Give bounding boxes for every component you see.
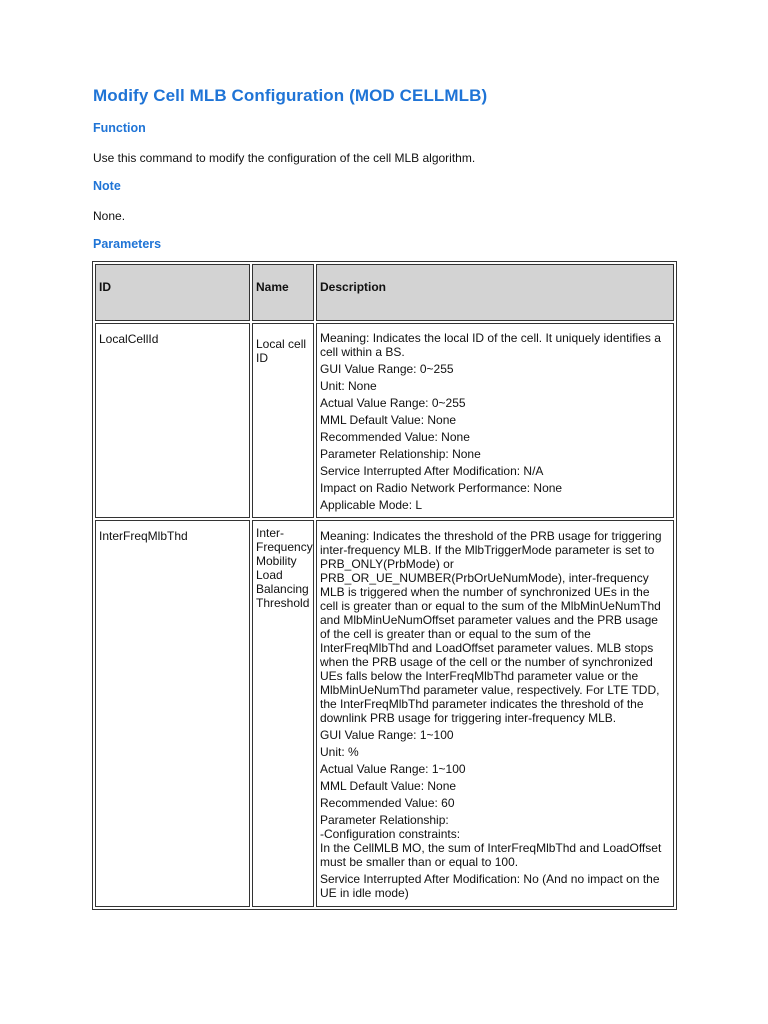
header-name: Name <box>252 264 314 321</box>
row-description-cell <box>316 323 674 518</box>
description-line: -Configuration constraints: <box>320 827 461 841</box>
description-line: Parameter Relationship: None <box>320 447 481 461</box>
header-description: Description <box>316 264 674 321</box>
description-line: MML Default Value: None <box>320 413 457 427</box>
row-name-cell: Local cell ID <box>252 323 314 518</box>
description-line: MML Default Value: None <box>320 779 457 793</box>
table-header-row <box>95 264 674 321</box>
table-row <box>95 323 674 518</box>
page-title: Modify Cell MLB Configuration (MOD CELLMLB) <box>93 86 488 105</box>
parameters-table <box>92 261 677 910</box>
description-line: Applicable Mode: L <box>320 498 423 512</box>
row-name-cell: Inter-Frequency Mobility Load Balancing Threshold <box>252 520 314 907</box>
row-description-cell <box>316 520 674 907</box>
header-id: ID <box>95 264 250 321</box>
description-line: Unit: None <box>320 379 377 393</box>
description-line: GUI Value Range: 0~255 <box>320 362 454 376</box>
description-line: Service Interrupted After Modification: No (And no impact on the UE in idle mode) <box>320 872 660 900</box>
description-line: Service Interrupted After Modification: N/A <box>320 464 544 478</box>
description-line: Meaning: Indicates the threshold of the PRB usage for triggering inter-frequency MLB. If the MlbTriggerMode parameter is set to PRB_ONLY(PrbMode) or PRB_OR_UE_NUMBER(PrbOrUeNumMode), inter-frequency MLB is triggered when the number of synchronized UEs in the cell is greater than or equal to the sum of the MlbMinUeNumThd and MlbMinUeNumOffset parameter values and the PRB usage of the cell is greater than or equal to the sum of the InterFreqMlbThd and LoadOffset parameter values. MLB stops when the PRB usage of the cell or the number of synchronized UEs falls below the InterFreqMlbThd parameter value or the MlbMinUeNumThd parameter value, respectively. For LTE TDD, the InterFreqMlbThd parameter indicates the threshold of the downlink PRB usage for triggering inter-frequency MLB. <box>320 529 662 725</box>
table-row <box>95 520 674 907</box>
parameters-heading: Parameters <box>93 237 162 251</box>
row-id-cell: InterFreqMlbThd <box>95 520 250 907</box>
description-line: Meaning: Indicates the local ID of the cell. It uniquely identifies a cell within a BS. <box>320 331 661 359</box>
description-line: In the CellMLB MO, the sum of InterFreqMlbThd and LoadOffset must be smaller than or equal to 100. <box>320 841 662 869</box>
function-text: Use this command to modify the configuration of the cell MLB algorithm. <box>93 151 476 165</box>
description-line: Unit: % <box>320 745 359 759</box>
description-line: Recommended Value: 60 <box>320 796 455 810</box>
description-line: Recommended Value: None <box>320 430 470 444</box>
function-heading: Function <box>93 121 146 135</box>
note-text: None. <box>93 209 126 223</box>
description-line: Actual Value Range: 0~255 <box>320 396 466 410</box>
description-line: GUI Value Range: 1~100 <box>320 728 454 742</box>
description-line: Parameter Relationship: <box>320 813 449 827</box>
row-id-cell: LocalCellId <box>95 323 250 518</box>
description-line: Actual Value Range: 1~100 <box>320 762 466 776</box>
description-line: Impact on Radio Network Performance: None <box>320 481 563 495</box>
note-heading: Note <box>93 179 121 193</box>
